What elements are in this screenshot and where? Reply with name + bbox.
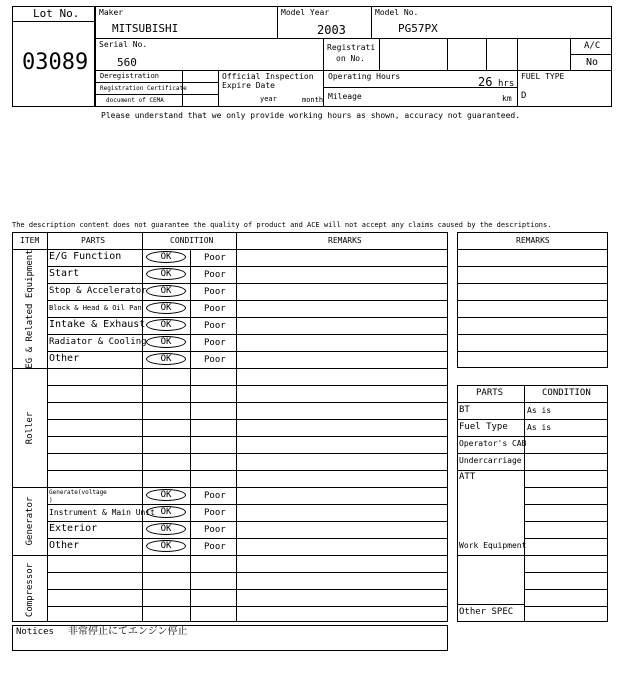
gen-part-1: Instrument & Main Unit	[49, 508, 155, 517]
section-roller-label: Roller	[25, 411, 35, 445]
row-divider	[47, 453, 448, 454]
row-divider	[457, 266, 608, 267]
registration-certificate: Registration Certificate	[100, 85, 187, 92]
rp-cond-fuel: As is	[527, 423, 552, 432]
condition-ok-selected[interactable]: OK	[146, 353, 186, 365]
row-divider	[524, 555, 608, 556]
row-divider	[47, 334, 448, 335]
row-divider	[47, 470, 448, 471]
serial-label: Serial No.	[99, 40, 148, 49]
right-col-condition: CONDITION	[542, 388, 591, 398]
rp-part-bt: BT	[459, 405, 470, 415]
condition-poor-option[interactable]: Poor	[204, 338, 226, 348]
condition-poor-option[interactable]: Poor	[204, 321, 226, 331]
model-year-value: 2003	[317, 23, 346, 37]
condition-ok-selected[interactable]: OK	[146, 540, 186, 552]
row-divider	[457, 283, 608, 284]
col-remarks-header: REMARKS	[328, 236, 362, 245]
rp-part-undercarriage: Undercarriage	[459, 456, 522, 465]
model-year-label: Model Year	[281, 8, 330, 17]
condition-poor-option[interactable]: Poor	[204, 287, 226, 297]
gen-part-2: Exterior	[49, 523, 98, 534]
row-divider	[47, 504, 448, 505]
inspection-label: Official Inspection	[222, 72, 314, 81]
row-divider	[47, 538, 448, 539]
row-divider	[47, 606, 448, 607]
row-divider	[457, 334, 608, 335]
lot-label: Lot No.	[33, 7, 80, 20]
row-divider	[457, 604, 524, 605]
serial-value: 560	[117, 56, 137, 69]
maker-value: MITSUBISHI	[112, 22, 179, 35]
rp-part-fuel: Fuel Type	[459, 422, 508, 432]
col-condition-header: CONDITION	[170, 236, 214, 245]
disclaimer-text: The description content does not guarantee the quality of product and ACE will not accept any claims caused by the descriptions.	[12, 221, 552, 229]
row-divider	[47, 317, 448, 318]
col-item-header: ITEM	[20, 236, 40, 245]
condition-ok-selected[interactable]: OK	[146, 523, 186, 535]
condition-ok-selected[interactable]: OK	[146, 336, 186, 348]
mileage-label: Mileage	[328, 92, 362, 101]
row-divider	[524, 521, 608, 522]
notices-label: Notices	[16, 627, 54, 637]
km-unit: km	[502, 94, 512, 103]
condition-poor-option[interactable]: Poor	[204, 525, 226, 535]
row-divider	[47, 266, 448, 267]
ac-label: A/C	[584, 41, 601, 51]
row-divider	[457, 436, 608, 437]
row-divider	[47, 572, 448, 573]
rp-part-att: ATT	[459, 472, 476, 482]
hrs-unit: hrs	[498, 79, 515, 89]
model-no-label: Model No.	[375, 8, 419, 17]
row-divider	[457, 317, 608, 318]
cema-document: document of CEMA	[106, 97, 164, 104]
col-parts-header: PARTS	[81, 236, 106, 245]
gen-part-0	[49, 489, 107, 505]
registration-label-2: on No.	[336, 54, 365, 63]
row-divider	[47, 419, 448, 420]
row-divider	[524, 504, 608, 505]
lot-number: 03089	[22, 50, 89, 75]
gen-part-3: Other	[49, 540, 80, 551]
eg-part-5: Radiator & Cooling	[49, 337, 147, 347]
deregistration-label: Deregistration	[100, 72, 160, 80]
gen-part-0-text: Generate(voltage )	[49, 489, 107, 504]
row-divider	[524, 572, 608, 573]
year-label: year	[260, 95, 277, 103]
row-divider	[457, 419, 608, 420]
rp-part-cab: Operator's CAB	[459, 439, 527, 448]
fuel-type-value: D	[521, 91, 527, 101]
row-divider	[47, 283, 448, 284]
row-divider	[47, 385, 448, 386]
condition-ok-selected[interactable]: OK	[146, 285, 186, 297]
rp-part-work: Work Equipment	[459, 541, 527, 550]
operating-hours-value: 26	[478, 75, 493, 89]
notices-text: 非常停止にてエンジン停止	[68, 626, 188, 637]
condition-poor-option[interactable]: Poor	[204, 253, 226, 263]
eg-part-1: Start	[49, 268, 80, 279]
condition-poor-option[interactable]: Poor	[204, 304, 226, 314]
condition-ok-selected[interactable]: OK	[146, 268, 186, 280]
row-divider	[457, 453, 608, 454]
ac-value: No	[586, 57, 599, 68]
condition-poor-option[interactable]: Poor	[204, 355, 226, 365]
condition-poor-option[interactable]: Poor	[204, 270, 226, 280]
row-divider	[47, 300, 448, 301]
rp-cond-bt: As is	[527, 406, 552, 415]
model-no-value: PG57PX	[398, 22, 438, 35]
row-divider	[47, 589, 448, 590]
row-divider	[457, 351, 608, 352]
row-divider	[524, 487, 608, 488]
inspection-label-2: Expire Date	[222, 81, 275, 90]
condition-ok-selected[interactable]: OK	[146, 319, 186, 331]
row-divider	[457, 300, 608, 301]
row-divider	[457, 470, 608, 471]
row-divider	[524, 538, 608, 539]
condition-poor-option[interactable]: Poor	[204, 491, 226, 501]
condition-ok-selected[interactable]: OK	[146, 489, 186, 501]
hours-notice: Please understand that we only provide working hours as shown, accuracy not guaranteed.	[101, 111, 521, 120]
row-divider	[524, 589, 608, 590]
eg-part-2: Stop & Accelerator	[49, 286, 147, 296]
month-label: month	[302, 96, 324, 104]
section-eg-label: EG & Related Equipment	[25, 249, 35, 369]
rp-part-other-spec: Other SPEC	[459, 607, 514, 617]
row-divider	[47, 436, 448, 437]
eg-part-6: Other	[49, 353, 80, 364]
condition-ok-selected[interactable]: OK	[146, 506, 186, 518]
operating-hours-label: Operating Hours	[328, 72, 401, 81]
row-divider	[47, 351, 448, 352]
row-divider	[47, 521, 448, 522]
condition-poor-option[interactable]: Poor	[204, 542, 226, 552]
eg-part-0: E/G Function	[49, 251, 122, 262]
maker-label: Maker	[99, 8, 124, 17]
section-compressor-label: Compressor	[25, 562, 35, 618]
right-col-parts: PARTS	[476, 388, 504, 398]
eg-part-4: Intake & Exhaust	[49, 319, 146, 330]
row-divider	[457, 555, 524, 556]
registration-label: Registrati	[327, 43, 376, 52]
fuel-type-label: FUEL TYPE	[521, 72, 565, 81]
row-divider	[524, 606, 608, 607]
right-remarks-header: REMARKS	[516, 236, 550, 245]
condition-ok-selected[interactable]: OK	[146, 251, 186, 263]
section-generator-label: Generator	[25, 496, 35, 546]
row-divider	[47, 402, 448, 403]
eg-part-3: Block & Head & Oil Pan	[49, 304, 142, 312]
condition-ok-selected[interactable]: OK	[146, 302, 186, 314]
row-divider	[457, 402, 608, 403]
condition-poor-option[interactable]: Poor	[204, 508, 226, 518]
